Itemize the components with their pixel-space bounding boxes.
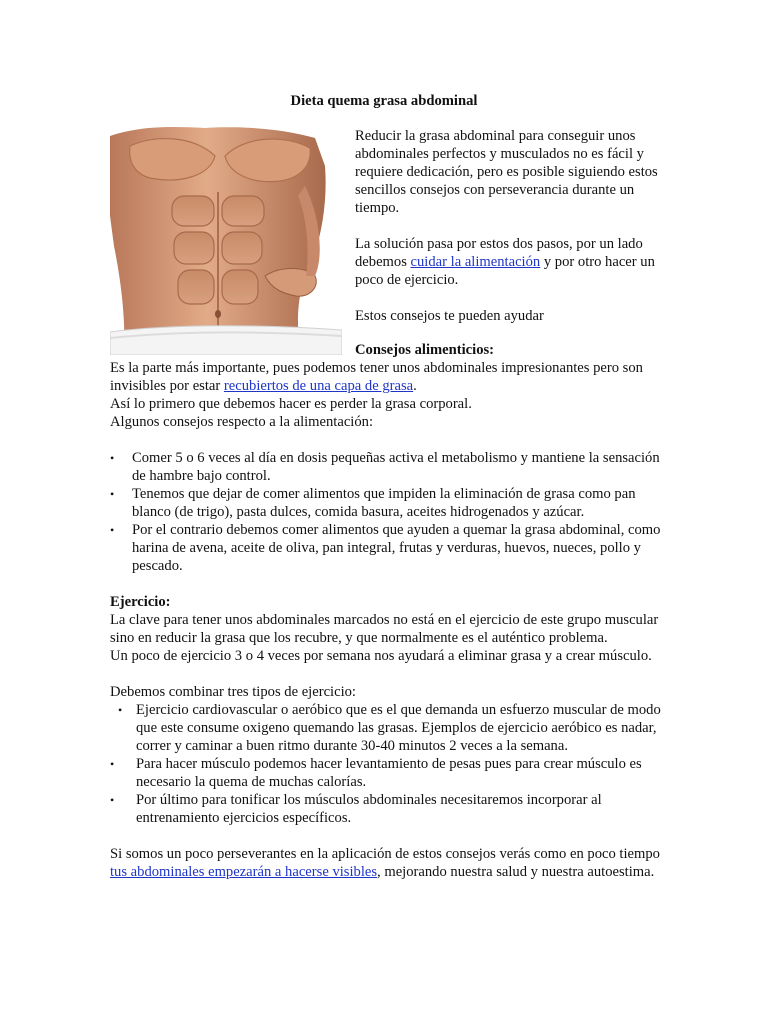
exercise-heading: Ejercicio: <box>110 594 171 610</box>
list-item-text: Ejercicio cardiovascular o aeróbico que es el que demanda un esfuerzo muscular de modo que este consume oxigeno quemando las grasas. Ejemplos de ejercicio aeróbico es nadar, correr y caminar a buen ritmo durante 30-40 minutos 2 veces a la semana. <box>136 702 661 754</box>
steps-paragraph <box>355 235 665 289</box>
intro-column <box>355 127 665 343</box>
nutrition-tips-list <box>110 449 662 575</box>
bullet-icon: • <box>110 793 115 807</box>
exercise-types-list <box>110 701 662 827</box>
list-item <box>110 791 662 827</box>
bullet-icon: • <box>110 487 115 501</box>
steps-text-before: La solución pasa por estos dos pasos, por un lado debemos <box>355 236 643 270</box>
intro-paragraph: Reducir la grasa abdominal para conseguir unos abdominales perfectos y musculados no es fácil y requiere dedicación, pero es posible siguiendo estos sencillos consejos con perseverancia durante un tiempo. <box>355 128 658 216</box>
nutrition-line-1 <box>110 359 662 395</box>
closing-text-after: , mejorando nuestra salud y nuestra autoestima. <box>377 864 655 880</box>
bullet-icon: • <box>110 451 115 465</box>
list-item <box>110 755 662 791</box>
torso-illustration <box>110 126 342 355</box>
main-body <box>110 341 662 881</box>
closing-paragraph <box>110 845 662 881</box>
abdomen-photo <box>110 126 342 355</box>
list-item-text: Por el contrario debemos comer alimentos que ayuden a quemar la grasa abdominal, como harina de avena, aceite de oliva, pan integral, frutas y verduras, huevos, nueces, pollo y pescado. <box>132 522 661 574</box>
nutrition-line-2: Así lo primero que debemos hacer es perder la grasa corporal. <box>110 396 472 412</box>
exercise-line-3: Debemos combinar tres tipos de ejercicio: <box>110 684 356 700</box>
tips-paragraph: Estos consejos te pueden ayudar <box>355 308 544 324</box>
bullet-icon: • <box>118 703 123 717</box>
nutrition-text-after: . <box>413 378 417 394</box>
nutrition-heading: Consejos alimenticios: <box>355 342 495 358</box>
list-item <box>110 449 662 485</box>
bullet-icon: • <box>110 757 115 771</box>
document-title: Dieta quema grasa abdominal <box>290 93 478 109</box>
exercise-line-1: La clave para tener unos abdominales marcados no está en el ejercicio de este grupo muscular sino en reducir la grasa que los recubre, y que normalmente es el auténtico problema. <box>110 612 659 646</box>
fat-layer-link[interactable]: recubiertos de una capa de grasa <box>223 378 414 394</box>
nutrition-line-3: Algunos consejos respecto a la alimentación: <box>110 414 374 430</box>
list-item <box>110 485 662 521</box>
list-item-text: Tenemos que dejar de comer alimentos que impiden la eliminación de grasa como pan blanco (de trigo), pasta dulces, comida basura, aceites hidrogenados y azúcar. <box>132 486 636 520</box>
list-item <box>110 701 662 755</box>
list-item-text: Para hacer músculo podemos hacer levantamiento de pesas pues para crear músculo es necesario la quema de muchas calorías. <box>136 756 642 790</box>
exercise-line-2: Un poco de ejercicio 3 o 4 veces por semana nos ayudará a eliminar grasa y a crear músculo. <box>110 648 652 664</box>
visible-abs-link[interactable]: tus abdominales empezarán a hacerse visibles <box>110 864 378 880</box>
closing-text-before: Si somos un poco perseverantes en la aplicación de estos consejos verás como en poco tiempo <box>110 846 660 862</box>
steps-text-after: y por otro hacer un poco de ejercicio. <box>355 254 655 288</box>
list-item-text: Por último para tonificar los músculos abdominales necesitaremos incorporar al entrenamiento ejercicios específicos. <box>136 792 602 826</box>
list-item <box>110 521 662 575</box>
nutrition-text-before: Es la parte más importante, pues podemos tener unos abdominales impresionantes pero son invisibles por estar <box>110 360 643 394</box>
food-care-link[interactable]: cuidar la alimentación <box>410 254 541 270</box>
list-item-text: Comer 5 o 6 veces al día en dosis pequeñas activa el metabolismo y mantiene la sensación de hambre bajo control. <box>132 450 660 484</box>
bullet-icon: • <box>110 523 115 537</box>
